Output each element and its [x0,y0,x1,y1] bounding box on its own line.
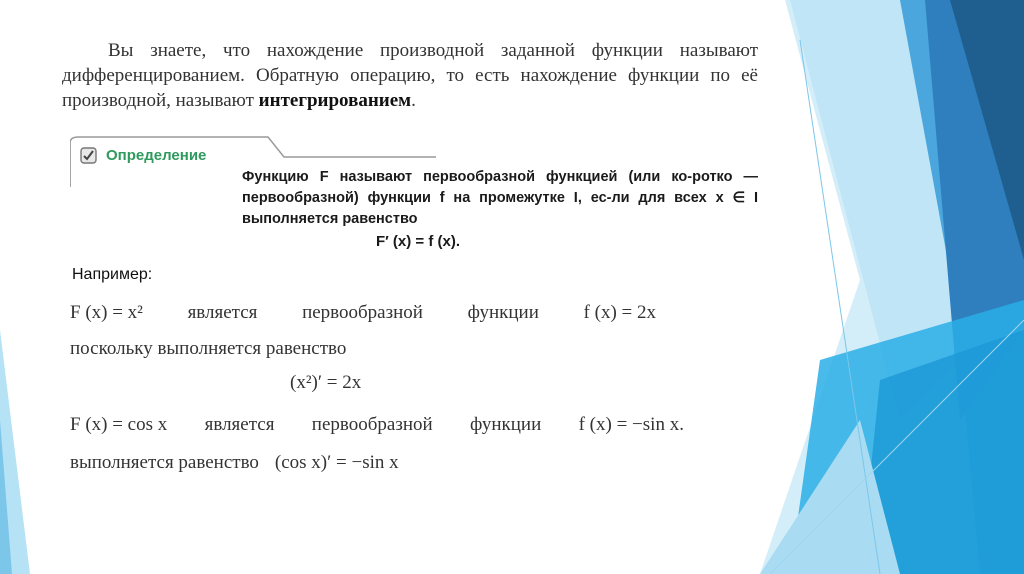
example-5-equation: (cos x)′ = −sin x [274,452,399,473]
definition-equation: F′ (x) = f (x). [376,233,461,250]
example-2-word-antiderivative: первообразной [311,414,433,435]
example-1-word-function: функции [467,302,539,323]
definition-text: Функцию F называют первообразной функцией (или ко-ротко — первообразной) функции f на промежутке I, ес-ли для всех x ∈ I выполняется равенство [242,169,758,227]
checkmark-icon [80,147,97,164]
example-1-derivative: f (x) = 2x [583,302,656,323]
example-2-word-is: является [204,414,275,435]
example-line-4 [70,414,684,436]
example-line-2: поскольку выполняется равенство [70,338,347,359]
example-label: Например: [72,266,153,283]
intro-end: . [411,90,416,111]
example-line-1 [70,302,656,324]
intro-bold-term: интегрированием [258,90,412,111]
example-1-word-is: является [187,302,258,323]
example-2-word-function: функции [470,414,542,435]
definition-title: Определение [106,147,207,164]
intro-paragraph [62,38,758,113]
example-2-derivative: f (x) = −sin x. [578,414,684,435]
intro-text: Вы знаете, что нахождение производной заданной функции называют дифференцированием. Обратную операцию, то есть нахождение функции по её производной, называют [62,40,758,111]
example-5-text: выполняется равенство [70,452,259,473]
example-line-5 [70,452,399,474]
example-1-function: F (x) = x² [70,302,143,323]
example-line-3-equation: (x²)′ = 2x [290,372,362,393]
example-1-word-antiderivative: первообразной [302,302,423,323]
example-2-function: F (x) = cos x [70,414,168,435]
